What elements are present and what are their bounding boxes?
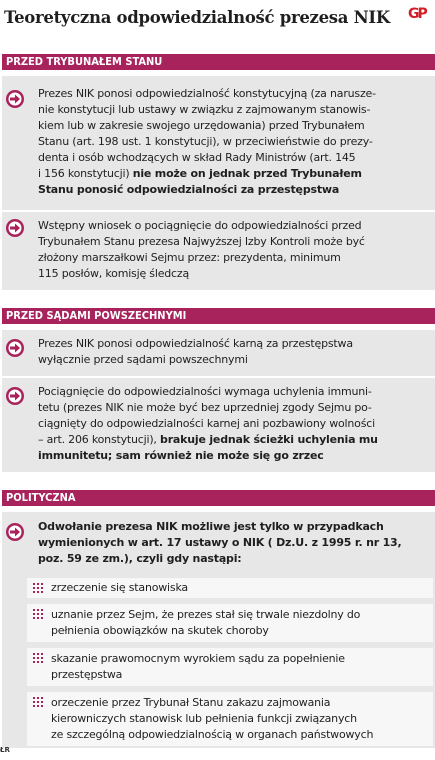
text-line: – art. 206 konstytucji), [38,433,157,446]
text-line: wyłącznie przed sądami powszechnymi [38,353,248,366]
text-line: i 156 konstytucji) [38,167,130,180]
condition-line: ze szczególną odpowiedzialnością w organach państwowych [51,728,374,741]
condition-line: uznanie przez Sejm, że prezes stał się trwale niezdolny do [51,608,361,621]
condition-line: przestępstwa [51,668,123,681]
section-1-item-2 [2,212,435,290]
text-emphasis: immunitetu; sam również nie może się go zrzec [38,449,324,462]
condition-line: orzeczenie przez Trybunał Stanu zakazu zajmowania [51,696,331,709]
text-line: nie konstytucji lub ustawy w związku z zajmowanym stanowis- [38,103,371,116]
condition-line: zrzeczenie się stanowiska [51,581,188,594]
page-title: Teoretyczna odpowiedzialność prezesa NIK [4,8,390,27]
section-header-sady: PRZED SĄDAMI POWSZECHNYMI [2,308,435,324]
text-line: 115 posłów, komisję śledczą [38,267,190,280]
text-line: złożony marszałkowi Sejmu przez: prezydenta, minimum [38,251,341,264]
text-line: Stanu (art. 198 ust. 1 konstytucji), w przeciwieństwie do prezy- [38,135,373,148]
text-emphasis: nie może on jednak przed Trybunałem [132,167,362,180]
condition-item [27,692,433,746]
arrow-right-icon [5,89,25,109]
section-3-box [2,512,435,748]
arrow-right-icon [5,386,25,406]
arrow-right-icon [5,522,25,542]
arrow-right-icon [5,338,25,358]
gp-logo: GP [408,6,426,22]
text-line: Prezes NIK ponosi odpowiedzialność karną za przestępstwa [38,337,353,350]
text-line: Trybunałem Stanu prezesa Najwyższej Izby Kontroli może być [38,235,365,248]
condition-item [27,648,433,686]
text-line: tetu (prezes NIK nie może być bez uprzedniej zgody Sejmu po- [38,401,372,414]
grid-bullet-icon [33,653,43,663]
text-emphasis: Stanu ponosić odpowiedzialności za przestępstwa [38,183,340,196]
section-1-item-1 [2,76,435,210]
section-header-polityczna: POLITYCZNA [2,490,435,506]
text-line: ciągnięty do odpowiedzialności karnej ani pozbawiony wolności [38,417,375,430]
intro-line: Odwołanie prezesa NIK możliwe jest tylko w przypadkach [38,520,384,533]
arrow-right-icon [5,218,25,238]
text-line: Pociągnięcie do odpowiedzialności wymaga uchylenia immuni- [38,385,372,398]
section-2-item-2 [2,378,435,472]
intro-line: wymienionych w art. 17 ustawy o NIK ( Dz.U. z 1995 r. nr 13, [38,536,402,549]
text-line: Wstępny wniosek o pociągnięcie do odpowiedzialności przed [38,219,362,232]
condition-item [27,604,433,642]
section-header-trybunal: PRZED TRYBUNAŁEM STANU [2,54,435,70]
condition-line: pełnienia obowiązków na skutek choroby [51,624,269,637]
text-line: Prezes NIK ponosi odpowiedzialność konstytucyjną (za narusze- [38,87,376,100]
grid-bullet-icon [33,583,43,593]
condition-line: kierowniczych stanowisk lub pełnienia funkcji związanych [51,712,357,725]
text-emphasis: brakuje jednak ścieżki uchylenia mu [160,433,378,446]
grid-bullet-icon [33,609,43,619]
intro-line: poz. 59 ze zm.), czyli gdy nastąpi: [38,552,242,565]
section-2-item-1 [2,330,435,376]
condition-line: skazanie prawomocnym wyrokiem sądu za popełnienie [51,652,345,665]
condition-item [27,578,433,598]
grid-bullet-icon [33,697,43,707]
text-line: denta i osób wchodzących w skład Rady Ministrów (art. 145 [38,151,356,164]
text-line: kiem lub w zakresie swojego urzędowania) przed Trybunałem [38,119,365,132]
author-credit: ŁR [0,746,10,754]
